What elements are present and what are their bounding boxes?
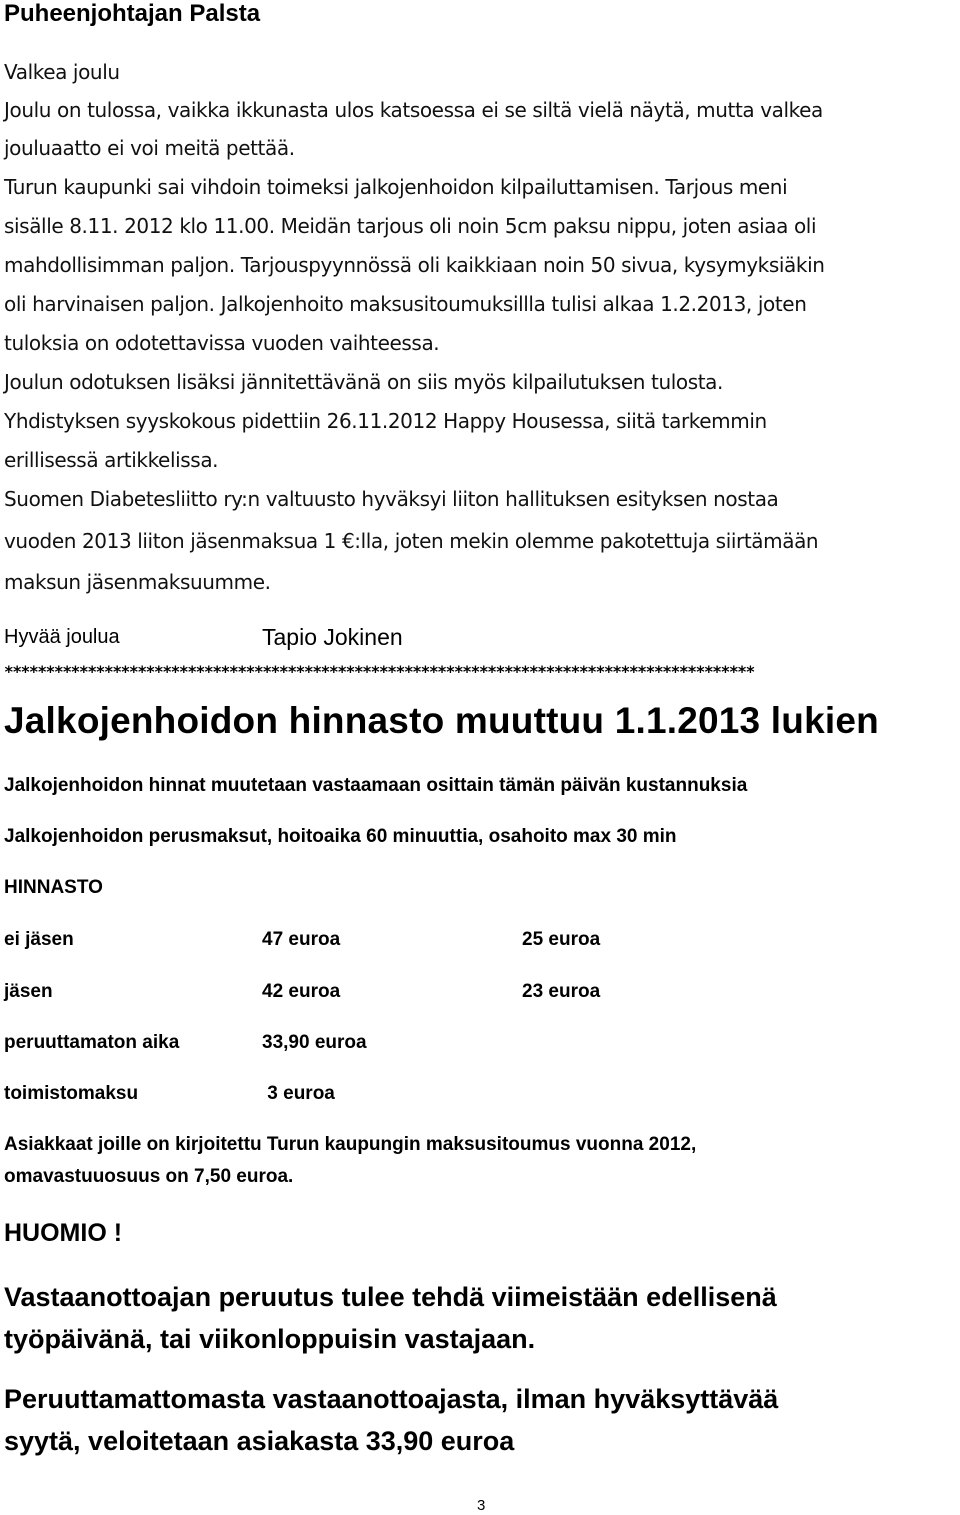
pricing-basic-info: Jalkojenhoidon perusmaksut, hoitoaika 60 minuuttia, osahoito max 30 min	[4, 826, 677, 847]
signature: Tapio Jokinen	[262, 624, 403, 650]
price-list-title: HINNASTO	[4, 877, 103, 898]
article-line: erillisessä artikkelissa.	[4, 448, 219, 472]
price-full: 47 euroa	[262, 929, 341, 950]
article-line: mahdollisimman paljon. Tarjouspyynnössä oli kaikkiaan noin 50 sivua, kysymyksiäkin	[4, 253, 825, 277]
notice-title: HUOMIO !	[4, 1219, 123, 1247]
article-line: Valkea joulu	[4, 60, 120, 84]
pricing-note-line: Asiakkaat joille on kirjoitettu Turun kaupungin maksusitoumus vuonna 2012,	[4, 1134, 697, 1155]
price-row	[4, 981, 704, 1007]
notice-cancel-line: työpäivänä, tai viikonloppuisin vastajaan.	[4, 1324, 536, 1354]
article-line: jouluaatto ei voi meitä pettää.	[4, 136, 295, 160]
price-label: peruuttamaton aika	[4, 1032, 180, 1053]
price-partial: 25 euroa	[522, 929, 601, 950]
article-line: tuloksia on odotettavissa vuoden vaihteessa.	[4, 331, 440, 355]
article-line: Joulun odotuksen lisäksi jännitettävänä on siis myös kilpailutuksen tulosta.	[4, 370, 723, 394]
price-label: jäsen	[4, 981, 53, 1002]
price-label: ei jäsen	[4, 929, 74, 950]
price-partial: 23 euroa	[522, 981, 601, 1002]
article-line: vuoden 2013 liiton jäsenmaksua 1 €:lla, joten mekin olemme pakotettuja siirtämään	[4, 529, 819, 553]
article-line: Turun kaupunki sai vihdoin toimeksi jalkojenhoidon kilpailuttamisen. Tarjous meni	[4, 175, 788, 199]
notice-noshow-line: syytä, veloitetaan asiakasta 33,90 euroa	[4, 1426, 515, 1456]
article-line: Yhdistyksen syyskokous pidettiin 26.11.2012 Happy Housessa, siitä tarkemmin	[4, 409, 767, 433]
pricing-intro: Jalkojenhoidon hinnat muutetaan vastaamaan osittain tämän päivän kustannuksia	[4, 775, 748, 796]
price-full: 3 euroa	[262, 1083, 335, 1104]
notice-noshow-line: Peruuttamattomasta vastaanottoajasta, ilman hyväksyttävää	[4, 1384, 779, 1414]
price-full: 42 euroa	[262, 981, 341, 1002]
notice-cancel-line: Vastaanottoajan peruutus tulee tehdä viimeistään edellisenä	[4, 1282, 777, 1312]
greeting: Hyvää joulua	[4, 626, 120, 648]
pricing-note-line: omavastuuosuus on 7,50 euroa.	[4, 1166, 294, 1187]
price-row	[4, 1032, 704, 1058]
pricing-heading: Jalkojenhoidon hinnasto muuttuu 1.1.2013 lukien	[4, 700, 879, 741]
price-row	[4, 1083, 704, 1109]
column-title: Puheenjohtajan Palsta	[4, 0, 261, 27]
price-label: toimistomaksu	[4, 1083, 139, 1104]
price-full: 33,90 euroa	[262, 1032, 367, 1053]
article-line: Suomen Diabetesliitto ry:n valtuusto hyväksyi liiton hallituksen esityksen nostaa	[4, 487, 779, 511]
page-number: 3	[477, 1497, 486, 1514]
separator: ******************************************************************************************	[4, 662, 754, 681]
price-row	[4, 929, 704, 955]
article-line: sisälle 8.11. 2012 klo 11.00. Meidän tarjous oli noin 5cm paksu nippu, joten asiaa oli	[4, 214, 817, 238]
article-line: oli harvinaisen paljon. Jalkojenhoito maksusitoumuksillla tulisi alkaa 1.2.2013, joten	[4, 292, 807, 316]
article-line: maksun jäsenmaksuumme.	[4, 570, 271, 594]
article-line: Joulu on tulossa, vaikka ikkunasta ulos katsoessa ei se siltä vielä näytä, mutta valkea	[4, 98, 823, 122]
